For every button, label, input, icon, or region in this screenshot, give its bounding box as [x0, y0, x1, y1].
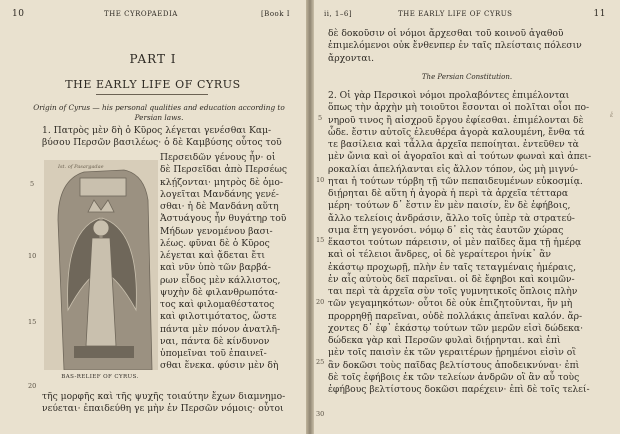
line-number: 15: [28, 318, 37, 326]
text-line: δὲ δοκοῦσιν οἱ νόμοι ἄρχεσθαι τοῦ κοινοῦ ἀγαθοῦ: [328, 28, 564, 39]
line-number: 20: [28, 382, 37, 390]
text-line: ὅπως τὴν ἀρχὴν μὴ τοιοῦτοι ἔσονται οἱ πολῖται οἷοι πο-: [328, 102, 590, 114]
text-line: καὶ νῦν ὑπὸ τῶν βαρβά-: [160, 262, 271, 274]
text-line: καὶ φιλοτιμότατος, ὥστε: [160, 311, 277, 323]
text-line: τῶν γεγαμηκότων· οὗτοι δὲ οὐκ ἐπιζητοῦνται, ἢν μὴ: [328, 298, 573, 310]
text-line: σιμα ἔτη γεγονόσι. νόμῳ δ᾽ εἰς τὰς ἑαυτῶν χώρας: [328, 224, 564, 236]
book-label: [Book I: [260, 10, 290, 18]
text-line: βύσου Περσῶν βασιλέως· ὁ δὲ Καμβύσης οὗτος τοῦ: [42, 137, 282, 149]
left-page: [0, 0, 306, 434]
text-line: ἕκαστοι τούτων πάρεισιν, οἱ μὲν παῖδες ἅμα τῇ ἡμέρᾳ: [328, 237, 582, 248]
text-line: δὲ τοῖς ἐφήβοις ἐκ τῶν τελείων ἀνδρῶν οἳ ἂν αὖ τοὺς: [328, 371, 580, 383]
text-line: ἄρχονται.: [328, 52, 375, 64]
line-number: 25: [316, 358, 325, 366]
text-line: λέως. φῦναι δὲ ὁ Κῦρος: [160, 237, 270, 249]
text-line: νηροῦ τινος ἢ αἰσχροῦ ἔργου ἐφίεσθαι. ἐπιμέλονται δὲ: [328, 114, 584, 126]
text-line: ἂν δοκῶσι τοὺς παῖδας βελτίστους ἀποδεικνύναι· ἐπὶ: [328, 359, 580, 371]
line-number: 30: [316, 410, 325, 418]
line-number: 10: [316, 176, 325, 184]
text-line: ὧδε. ἔστιν αὐτοῖς ἐλευθέρα ἀγορὰ καλουμένη, ἔνθα τά: [328, 126, 585, 138]
text-line: 1. Πατρὸς μὲν δὴ ὁ Κῦρος λέγεται γενέσθαι Καμ-: [42, 125, 272, 136]
bas-relief-figure: [44, 160, 158, 370]
line-number: 5: [30, 180, 35, 188]
text-line: πάντα μὲν πόνον ἀνατλῆ-: [160, 323, 281, 335]
relief-base: [74, 346, 134, 358]
text-line: μὲν τοῖς παισὶν ἐκ τῶν γεραιτέρων ᾑρημένοι εἰσὶν οἳ: [328, 347, 576, 359]
paragraph-constitution: [328, 90, 591, 396]
section-reference: ii, 1–6]: [324, 10, 353, 18]
line-number: 5: [318, 114, 323, 122]
text-line: ἐφήβους βελτίστους δοκῶσι παρέχειν· ἐπὶ δὲ τοῖς τελεί-: [328, 384, 590, 395]
right-running-head: THE EARLY LIFE OF CYRUS: [398, 10, 513, 18]
paragraph-closing: [42, 391, 285, 416]
line-number: 20: [316, 298, 325, 306]
paragraph-opening: [42, 125, 282, 150]
text-line: Μήδων γενομένου βασι-: [160, 225, 273, 237]
text-line: ὑπομεῖναι τοῦ ἐπαινεῖ-: [160, 348, 267, 359]
text-line: μέρη· τούτων δ᾽ ἔστιν ἓν μὲν παισίν, ἓν δὲ ἐφήβοις,: [328, 200, 571, 212]
text-line: τε βασίλεια καὶ τἆλλα ἀρχεῖα πεποίηται. ἐντεῦθεν τὰ: [328, 139, 579, 150]
text-line: τος καὶ φιλομαθέστατος: [160, 299, 275, 310]
figure-head: [93, 220, 109, 236]
text-line: ψυχὴν δὲ φιλανθρωπότα-: [160, 286, 278, 298]
text-line: ρων εἶδος μὲν κάλλιστος,: [160, 274, 281, 286]
chapter-title: THE EARLY LIFE OF CYRUS: [65, 78, 241, 91]
text-line: λογεῖται Μανδάνης γενέ-: [160, 188, 279, 200]
part-heading: PART I: [129, 52, 177, 66]
text-line: χοντες δ᾽ ἐφ᾽ ἑκάστῳ τούτων τῶν μερῶν εἰσὶ δώδεκα·: [328, 322, 583, 334]
paragraph-beside-figure: [160, 152, 287, 373]
right-page-number: 11: [593, 9, 606, 19]
text-line: σθαι ἕνεκα. φύσιν μὲν δὴ: [160, 360, 279, 372]
pencil-inscription: Ist. of Pasargadae: [58, 164, 104, 170]
line-number: 15: [316, 236, 325, 244]
text-line: κλῄζονται· μητρὸς δὲ ὁμο-: [160, 176, 283, 188]
text-line: ροκαλίαι ἀπελήλανται εἰς ἄλλον τόπον, ὡς μὴ μιγνύ-: [328, 163, 579, 175]
text-line: ναι, πάντα δὲ κίνδυνον: [160, 335, 270, 347]
text-line: λέγεται καὶ ᾄδεται ἔτι: [160, 250, 266, 261]
book-gutter: [306, 0, 314, 434]
line-number: 10: [28, 252, 37, 260]
pencil-note: ἑ: [610, 112, 614, 119]
paragraph-continuation: [328, 28, 582, 65]
text-line: ἐπιμελόμενοι οὐκ ἔνθενπερ ἐν ταῖς πλείσταις πόλεσιν: [328, 40, 582, 52]
left-page-number: 10: [12, 9, 25, 19]
text-line: ἑκάστῳ προχωρῇ, πλὴν ἐν ταῖς τεταγμέναις ἡμέραις,: [328, 261, 576, 273]
text-line: τῆς μορφῆς καὶ τῆς ψυχῆς τοιαύτην ἔχων διαμνημο-: [42, 391, 286, 402]
text-line: καὶ οἱ τέλειοι ἄνδρες, οἱ δὲ γεραίτεροι ἡνίκ᾽ ἂν: [328, 249, 552, 261]
text-line: δὲ Περσεῖδαι ἀπὸ Περσέως: [160, 164, 287, 176]
text-line: Περσειδῶν γένους ἦν· οἱ: [160, 152, 276, 163]
inscription-panel: [80, 178, 126, 196]
left-running-head: THE CYROPAEDIA: [104, 10, 178, 18]
text-line: προρρηθῇ παρεῖναι, οὐδὲ πολλάκις ἀπεῖναι καλόν. ἄρ-: [328, 310, 583, 322]
text-line: ηται ἡ τούτων τύρβη τῇ τῶν πεπαιδευμένων εὐκοσμίᾳ.: [328, 175, 583, 187]
section-sidenote: Origin of Cyrus — his personal qualities and education according to Persian laws.: [33, 103, 285, 122]
text-line: διῄρηται δὲ αὕτη ἡ ἀγορὰ ἡ περὶ τὰ ἀρχεῖα τέτταρα: [328, 188, 569, 199]
text-line: δώδεκα γὰρ καὶ Περσῶν φυλαὶ διῄρηνται. καὶ ἐπὶ: [328, 335, 561, 346]
text-line: νεύεται· ἐπαιδεύθη γε μὴν ἐν Περσῶν νόμοις· οὗτοι: [42, 403, 284, 415]
right-page: [314, 0, 620, 434]
text-line: μὲν ὤνια καὶ οἱ ἀγοραῖοι καὶ αἱ τούτων φωναὶ καὶ ἀπει-: [328, 151, 592, 163]
figure-caption: BAS-RELIEF OF CYRUS.: [61, 374, 139, 380]
text-line: σθαι· ἡ δὲ Μανδάνη αὕτη: [160, 201, 279, 212]
text-line: Ἀστυάγους ἦν θυγάτηρ τοῦ: [160, 213, 287, 225]
title-rule: [96, 94, 208, 95]
text-line: 2. Οἱ γὰρ Περσικοὶ νόμοι προλαβόντες ἐπιμέλονται: [328, 90, 570, 101]
section-subheading: The Persian Constitution.: [421, 73, 513, 81]
text-line: ται περὶ τὰ ἀρχεῖα σὺν τοῖς γυμνητικοῖς ὅπλοις πλὴν: [328, 286, 578, 297]
text-line: ἐν αἷς αὐτοὺς δεῖ παρεῖναι. οἱ δὲ ἔφηβοι καὶ κοιμῶν-: [328, 273, 575, 285]
text-line: ἄλλο τελείοις ἀνδράσιν, ἄλλο τοῖς ὑπὲρ τὰ στρατεύ-: [328, 212, 575, 224]
